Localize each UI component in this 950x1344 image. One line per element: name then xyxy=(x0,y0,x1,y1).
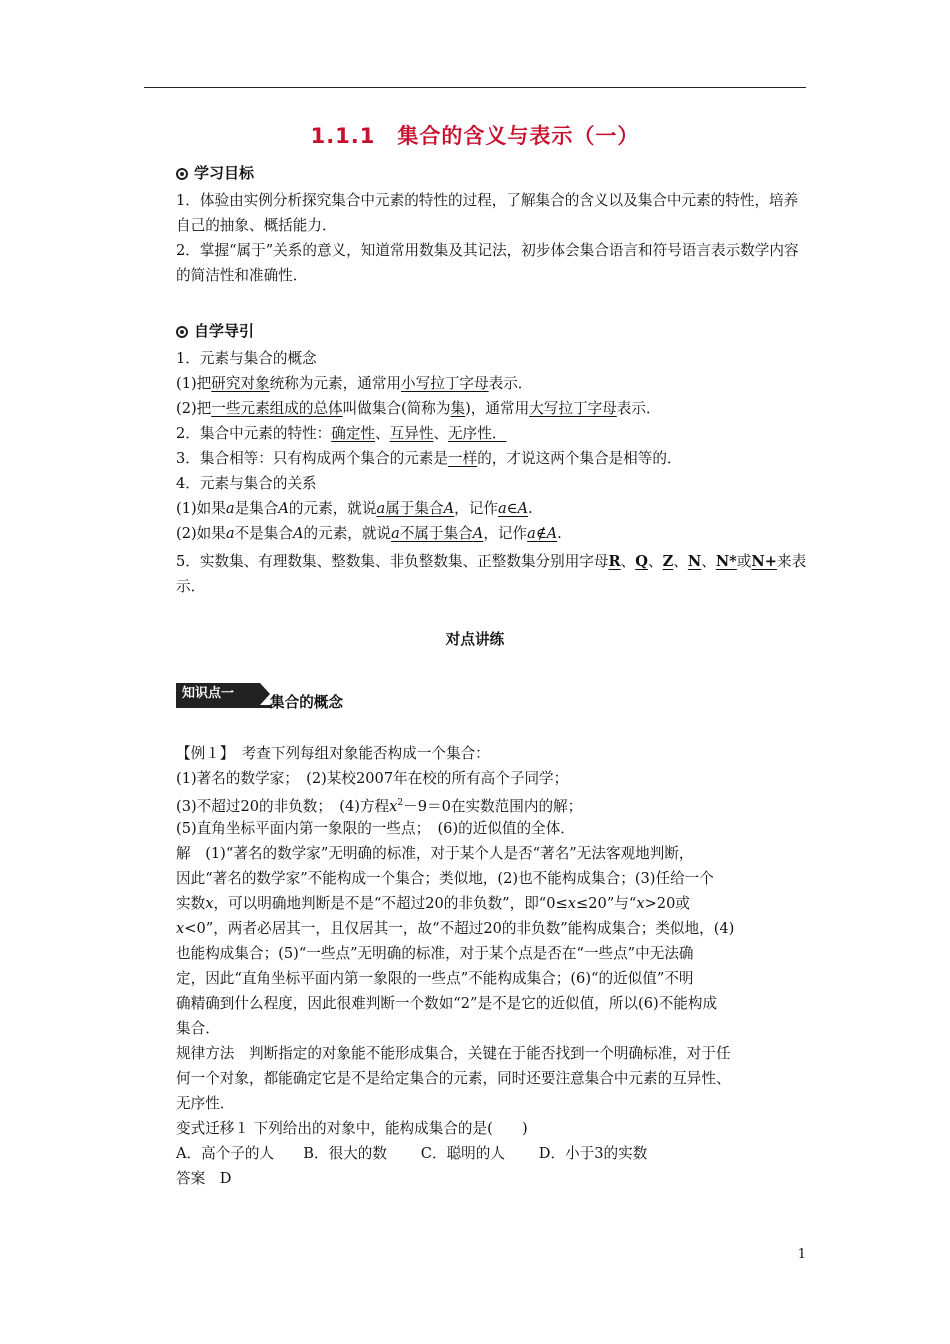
blank-answer: 一些元素组成的总体 xyxy=(211,400,343,417)
section-label: 自学导引 xyxy=(194,322,255,340)
section-label: 学习目标 xyxy=(194,164,255,182)
blank-answer: 集 xyxy=(450,400,466,417)
blank-answer: 研究对象 xyxy=(211,375,270,392)
variant-question: 变式迁移１ 下列给出的对象中，能构成集合的是( ) xyxy=(176,1120,528,1137)
variant-options: A．高个子的人 B．很大的数 C．聪明的人 D．小于3的实数 xyxy=(176,1145,648,1162)
method-line-1: 规律方法 判断指定的对象能不能形成集合，关键在于能否找到一个明确标准，对于任 xyxy=(176,1045,731,1062)
knowledge-point-header xyxy=(176,683,576,719)
blank-answer: 大写拉丁字母 xyxy=(529,400,617,417)
guide-line-1: 1．元素与集合的概念 xyxy=(176,350,317,367)
guide-line-6: 4．元素与集合的关系 xyxy=(176,475,317,492)
objective-1: 1．体验由实例分析探究集合中元素的特性的过程，了解集合的含义以及集合中元素的特性，培养自己的抽象、概括能力． xyxy=(176,192,799,234)
method-line-2: 何一个对象，都能确定它是不是给定集合的元素，同时还要注意集合中元素的互异性、 xyxy=(176,1070,731,1087)
practice-heading: 对点讲练 xyxy=(445,631,505,648)
variant-answer: 答案 D xyxy=(176,1170,232,1187)
example-line-4: (5)直角坐标平面内第一象限的一些点； (6)的近似值的全体． xyxy=(176,820,575,837)
guide-line-8: (2)如果a不是集合A的元素，就说a不属于集合A，记作a∉A. xyxy=(176,525,562,542)
blank-answer: a∈A xyxy=(497,500,528,517)
example-line-1: 【例１】 考查下列每组对象能否构成一个集合： xyxy=(176,745,490,762)
example-line-3: (3)不超过20的非负数； (4)方程$x^2-9=0$在实数范围内的解； xyxy=(176,797,583,815)
circle-bullet-icon xyxy=(176,168,188,180)
section-objectives-heading xyxy=(176,162,254,183)
knowledge-point-title: 集合的概念 xyxy=(270,694,343,711)
method-line-3: 无序性． xyxy=(176,1095,235,1112)
solution-line-8: 集合． xyxy=(176,1020,220,1037)
guide-line-2: (1)把研究对象统称为元素，通常用小写拉丁字母表示． xyxy=(176,375,533,392)
circle-bullet-icon xyxy=(176,326,188,338)
blank-answer: 确定性 xyxy=(331,425,376,442)
tag-arrow-icon xyxy=(260,683,270,705)
solution-line-5: 也能构成集合；(5)“一些点”无明确的标准，对于某个点是否在“一些点”中无法确 xyxy=(176,945,694,962)
example-line-2: (1)著名的数学家； (2)某校2007年在校的所有高个子同学； xyxy=(176,770,569,787)
blank-answer: 互异性 xyxy=(389,425,434,442)
blank-answer: 无序性． xyxy=(448,425,507,442)
page-number: 1 xyxy=(797,1247,806,1262)
blank-answer: 小写拉丁字母 xyxy=(401,375,489,392)
objective-2: 2．掌握“属于”关系的意义，知道常用数集及其记法，初步体会集合语言和符号语言表示数学内容的简洁性和准确性． xyxy=(176,242,799,284)
solution-line-1: 解 (1)“著名的数学家”无明确的标准，对于某个人是否“著名”无法客观地判断， xyxy=(176,845,694,862)
guide-line-10: 示． xyxy=(176,578,206,595)
page-title: 1.1.1 集合的含义与表示（一） xyxy=(310,124,640,148)
knowledge-point-tag: 知识点一 xyxy=(176,683,260,705)
top-rule xyxy=(144,87,806,88)
solution-line-6: 定，因此“直角坐标平面内第一象限的一些点”不能构成集合；(6)“的近似值”不明 xyxy=(176,970,694,987)
guide-line-7: (1)如果a是集合A的元素，就说a属于集合A，记作a∈A. xyxy=(176,500,533,517)
guide-line-3: (2)把一些元素组成的总体叫做集合(简称为集)，通常用大写拉丁字母表示． xyxy=(176,400,661,417)
blank-answer: a∉A xyxy=(527,525,558,542)
blank-answer: a属于集合A xyxy=(376,500,455,517)
guide-line-5: 3．集合相等：只有构成两个集合的元素是一样的，才说这两个集合是相等的． xyxy=(176,450,682,467)
solution-line-3: 实数x，可以明确地判断是不是“不超过20的非负数”，即“0≤x≤20”与“x>20或 xyxy=(176,895,690,912)
blank-answer: 一样 xyxy=(447,450,478,467)
section-guide-heading xyxy=(176,320,254,341)
guide-line-4: 2．集合中元素的特性：确定性、互异性、无序性． xyxy=(176,425,507,442)
solution-line-4: x<0”，两者必居其一，且仅居其一，故“不超过20的非负数”能构成集合；类似地，(4) xyxy=(176,920,735,937)
solution-line-7: 确精确到什么程度，因此很难判断一个数如“2”是不是它的近似值，所以(6)不能构成 xyxy=(176,995,718,1012)
blank-answer: a不属于集合A xyxy=(391,525,484,542)
solution-line-2: 因此“著名的数学家”不能构成一个集合；类似地，(2)也不能构成集合；(3)任给一个 xyxy=(176,870,714,887)
guide-line-9: 5．实数集、有理数集、整数集、非负整数集、正整数集分别用字母R、Q、Z、N、N*或N+来表 xyxy=(176,553,807,570)
